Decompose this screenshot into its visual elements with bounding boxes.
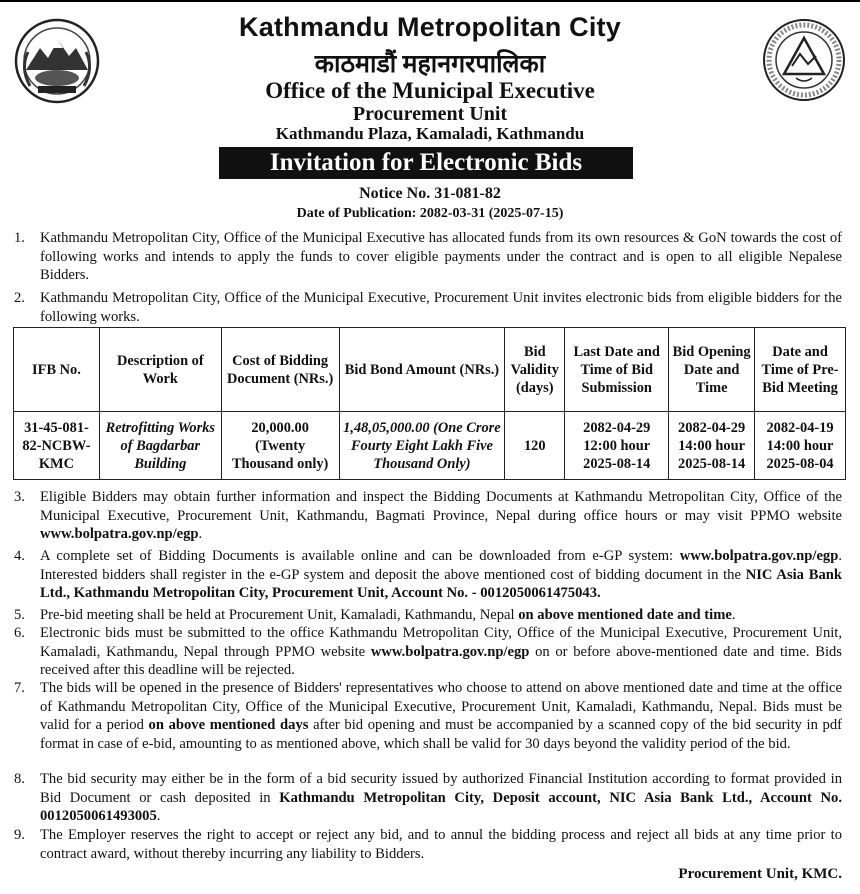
paragraph-text — [40, 488, 842, 544]
document-cost-cell: 20,000.00 (Twenty Thousand only) — [221, 412, 339, 480]
paragraph-text — [40, 679, 842, 753]
city-title: Kathmandu Metropolitan City — [239, 12, 621, 42]
emphasis: on above mentioned date and time — [518, 607, 732, 623]
paragraph-text: Kathmandu Metropolitan City, Office of the Municipal Executive has allocated funds from its own resources & GoN towards the cost of following works and intends to apply the funds to cover eligible payments under the contract and is open to all eligible Nepalese Bidders. — [40, 230, 842, 283]
paragraph-4 — [14, 547, 842, 603]
paragraph-text: The Employer reserves the right to accept or reject any bid, and to annul the bidding process and reject all bids at any time prior to contract award, without thereby incurring any liability to Bidders. — [40, 827, 842, 862]
text-segment: . — [156, 808, 161, 824]
notice-number: Notice No. 31-081-82 — [359, 185, 501, 202]
paragraph-2 — [14, 289, 842, 326]
column-header: Bid Opening Date and Time — [669, 328, 755, 412]
paragraph-text — [40, 624, 842, 680]
paragraph-number: 6. — [14, 625, 25, 641]
text-segment: Pre-bid meeting shall be held at Procurement Unit, Kamaladi, Kathmandu, Nepal — [40, 607, 519, 623]
text-segment: . Interested bidders shall register in the e-GP system and deposit the above mentioned cost of bidding document in the — [40, 548, 842, 583]
submission-date-cell: 2082-04-29 12:00 hour 2025-08-14 — [565, 412, 669, 480]
column-header: Last Date and Time of Bid Submission — [565, 328, 669, 412]
paragraph-text: Kathmandu Metropolitan City, Office of the Municipal Executive, Procurement Unit invites electronic bids from eligible bidders for the following works. — [40, 290, 842, 325]
paragraph-8 — [14, 770, 842, 826]
table-row — [14, 412, 846, 480]
bank-account: NIC Asia Bank Ltd., Kathmandu Metropolitan City, Procurement Unit, Account No. - 0012050061475043. — [40, 566, 842, 601]
title-banner: Invitation for Electronic Bids — [219, 147, 633, 179]
website-link[interactable]: www.bolpatra.gov.np/egp — [679, 548, 839, 564]
description-cell: Retrofitting Works of Bagdarbar Building — [99, 412, 221, 480]
column-header: Bid Validity (days) — [505, 328, 565, 412]
paragraph-number: 2. — [14, 290, 25, 306]
column-header: Bid Bond Amount (NRs.) — [339, 328, 505, 412]
paragraph-6 — [14, 624, 842, 680]
text-segment: . — [731, 607, 736, 623]
paragraph-number: 5. — [14, 607, 25, 623]
text-segment: The bid security may either be in the form of a bid security issued by authorized Financial Institution according to format provided in Bid Document or cash deposited in — [40, 771, 842, 806]
paragraph-5 — [14, 606, 842, 625]
bid-validity-cell: 120 — [505, 412, 565, 480]
column-header: Cost of Bidding Document (NRs.) — [221, 328, 339, 412]
paragraph-3 — [14, 488, 842, 544]
office-title: Office of the Municipal Executive — [265, 78, 595, 103]
bank-account: Kathmandu Metropolitan City, Deposit account, NIC Asia Bank Ltd., Account No. 0012050061493005 — [40, 789, 843, 824]
text-segment: . — [198, 526, 203, 542]
bid-bond-cell: 1,48,05,000.00 (One Crore Fourty Eight Lakh Five Thousand Only) — [339, 412, 505, 480]
text-segment: on or before above-mentioned date and time. Bids received after this deadline will be rejected. — [40, 643, 842, 678]
paragraph-number: 4. — [14, 548, 25, 564]
opening-date-cell: 2082-04-29 14:00 hour 2025-08-14 — [669, 412, 755, 480]
unit-title: Procurement Unit — [352, 103, 508, 125]
paragraph-number: 1. — [14, 230, 25, 246]
publication-date: Date of Publication: 2082-03-31 (2025-07-15) — [296, 206, 564, 221]
address: Kathmandu Plaza, Kamaladi, Kathmandu — [275, 124, 585, 143]
signature: Procurement Unit, KMC. — [678, 866, 842, 882]
text-segment: A complete set of Bidding Documents is available online and can be downloaded from e-GP system: — [40, 548, 680, 564]
paragraph-text — [40, 547, 842, 603]
table-header-row — [14, 328, 846, 412]
column-header: Description of Work — [99, 328, 221, 412]
text-segment: after bid opening and must be accompanied by a scanned copy of the bid security in pdf format in case of e-bid, amounting to as mentioned above, which shall be valid for 30 days beyond the validity period of the bid. — [40, 717, 843, 752]
emphasis: on above mentioned days — [148, 717, 309, 733]
ifb-number-cell: 31-45-081-82-NCBW-KMC — [14, 412, 100, 480]
city-title-devanagari: काठमाडौं महानगरपालिका — [314, 51, 546, 78]
paragraph-1 — [14, 229, 842, 285]
column-header: Date and Time of Pre-Bid Meeting — [755, 328, 846, 412]
paragraph-number: 9. — [14, 827, 25, 843]
text-segment: Eligible Bidders may obtain further information and inspect the Bidding Documents at Kathmandu Metropolitan City, Office of the Municipal Executive, Procurement Unit, Kathmandu, Bagmati Province, Nepal during office hours or may visit PPMO website — [40, 489, 842, 524]
paragraph-number: 8. — [14, 771, 25, 787]
prebid-date-cell: 2082-04-19 14:00 hour 2025-08-04 — [755, 412, 846, 480]
text-segment: Electronic bids must be submitted to the office Kathmandu Metropolitan City, Office of the Municipal Executive, Procurement Unit, Kamaladi, Kathmandu, Nepal through PPMO website — [40, 625, 842, 660]
paragraph-text — [40, 770, 842, 826]
paragraph-7 — [14, 679, 842, 753]
paragraph-9 — [14, 826, 842, 863]
column-header: IFB No. — [14, 328, 100, 412]
paragraph-number: 3. — [14, 489, 25, 505]
text-segment: The bids will be opened in the presence of Bidders' representatives who choose to attend on above mentioned date and time at the office of Kathmandu Metropolitan City, Office of the Municipal Executive, Procurement Unit, Kamaladi, Kathmandu, Nepal. Bids must be valid for a period — [40, 680, 842, 733]
bids-table — [13, 327, 846, 480]
website-link[interactable]: www.bolpatra.gov.np/egp — [40, 526, 199, 542]
website-link[interactable]: www.bolpatra.gov.np/egp — [370, 643, 530, 660]
paragraph-number: 7. — [14, 680, 25, 696]
paragraph-text — [40, 606, 842, 625]
